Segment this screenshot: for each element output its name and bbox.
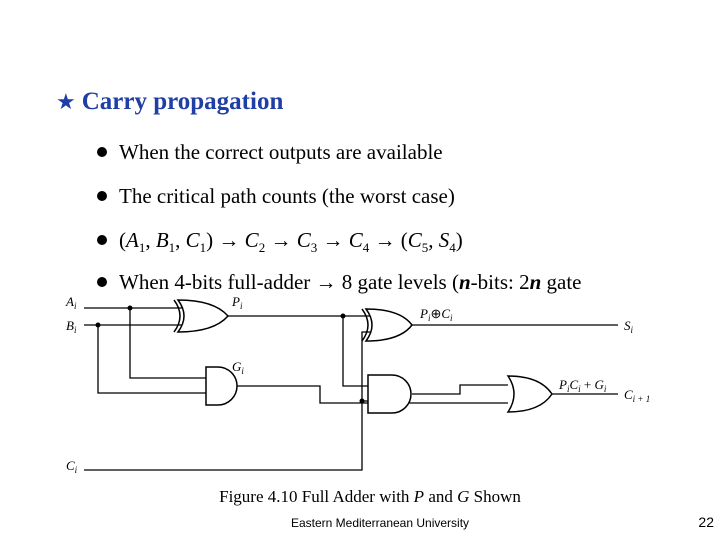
label-pici-plus-gi: $P_iC_i + G_i$ bbox=[559, 377, 607, 394]
label-ci-plus-1: $C_{i + 1}$ bbox=[624, 387, 651, 404]
and-gate-pc bbox=[368, 375, 411, 413]
wire-pi-to-and2 bbox=[343, 316, 368, 386]
wire-bi-to-and bbox=[98, 325, 206, 393]
bullet-text: The critical path counts (the worst case) bbox=[119, 184, 455, 208]
xor-gate-p bbox=[174, 300, 228, 332]
label-pi: $P_i$ bbox=[232, 294, 243, 311]
page-number: 22 bbox=[698, 514, 714, 530]
label-ci: $C_i$ bbox=[66, 458, 78, 475]
or-gate-carry bbox=[508, 376, 552, 412]
bullet-text: When the correct outputs are available bbox=[119, 140, 443, 164]
figure-caption: Figure 4.10 Full Adder with P and G Shown bbox=[219, 487, 521, 506]
label-pi-xor-ci: $P_i\oplus C_i$ bbox=[420, 306, 453, 323]
xor-gate-s bbox=[362, 309, 412, 341]
bullet-text: When 4-bits full-adder → 8 gate levels (n-bits: 2n gate bbox=[119, 270, 582, 294]
star-icon: ★ bbox=[56, 89, 76, 114]
footer-university: Eastern Mediterranean University bbox=[290, 516, 470, 530]
label-gi: $G_i$ bbox=[232, 359, 244, 376]
bullet-text: ($A_1$, $B_1$, $C_1) \to C_2 \to C_3 \to C_4 \to (C_5$, $S_4$) bbox=[119, 228, 463, 256]
wire-pc bbox=[412, 385, 508, 394]
heading-text: Carry propagation bbox=[81, 88, 284, 115]
label-bi: $B_i$ bbox=[66, 318, 77, 335]
label-si: $S_i$ bbox=[624, 318, 634, 335]
label-ai: $A_i$ bbox=[66, 294, 77, 311]
